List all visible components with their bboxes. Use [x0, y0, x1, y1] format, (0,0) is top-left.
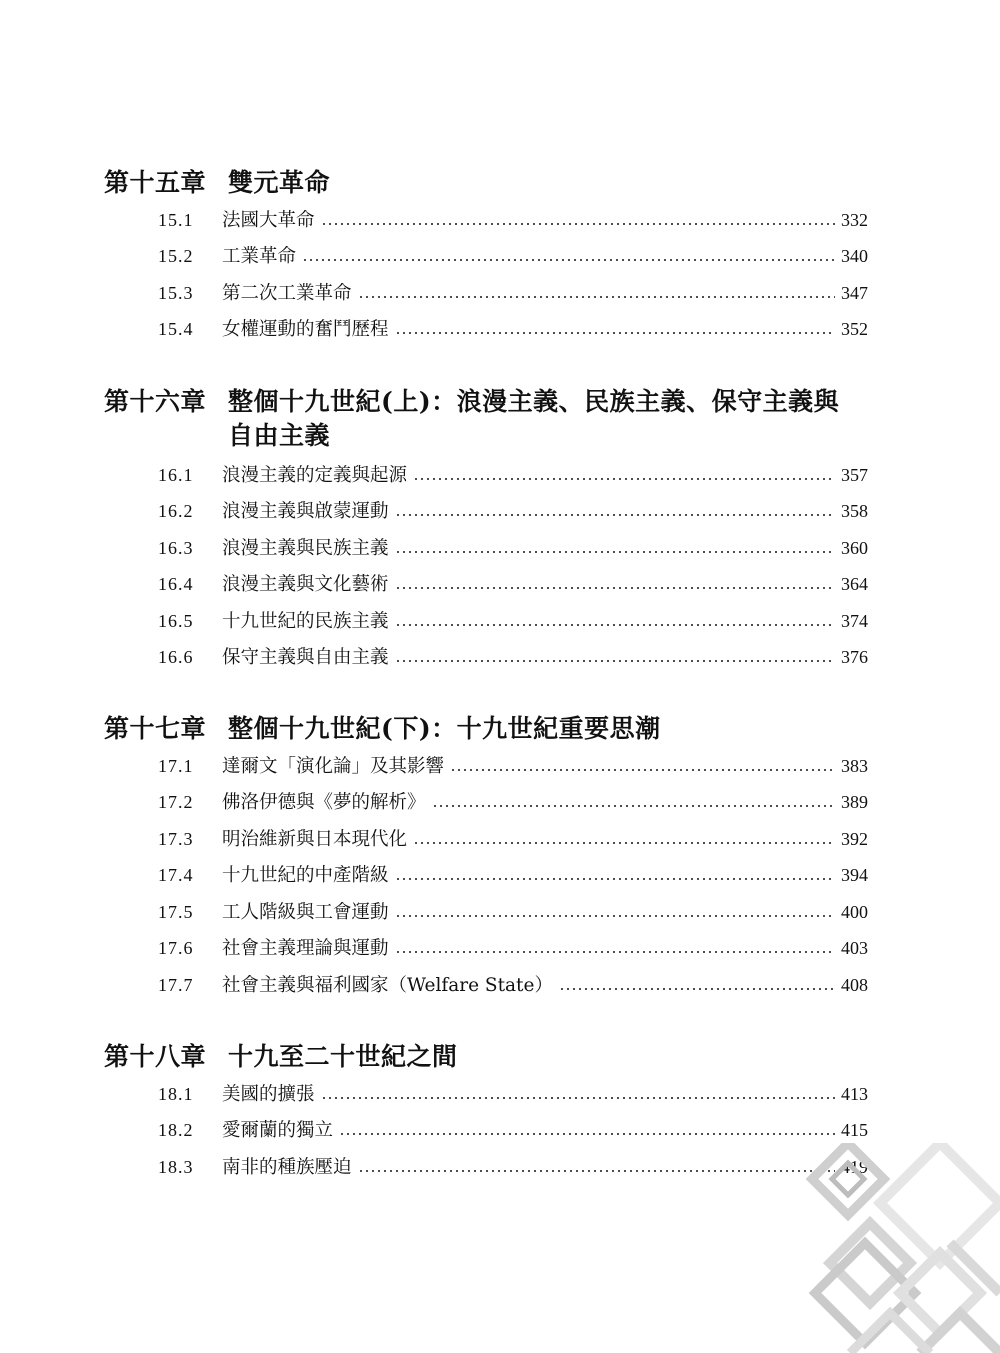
section-number: 16.1	[158, 465, 194, 485]
diamond-shape	[832, 1163, 864, 1195]
dot-leader	[358, 1168, 835, 1174]
dot-leader	[395, 585, 835, 591]
toc-entry[interactable]	[158, 314, 868, 344]
page-number: 389	[841, 792, 868, 812]
toc-entry[interactable]	[158, 824, 868, 854]
page-number: 347	[841, 283, 868, 303]
section-title: 保守主義與自由主義	[222, 647, 389, 668]
section-number: 17.2	[158, 792, 194, 812]
section-number: 18.3	[158, 1157, 194, 1177]
section-title: 浪漫主義與民族主義	[222, 538, 389, 559]
page-number: 364	[841, 574, 868, 594]
chapter-heading	[104, 385, 864, 453]
dot-leader	[432, 803, 835, 809]
toc-entry[interactable]	[158, 241, 868, 271]
section-title: 達爾文「演化論」及其影響	[222, 756, 445, 777]
page-number: 408	[841, 975, 868, 995]
toc-entry[interactable]	[158, 496, 868, 526]
section-title: 社會主義理論與運動	[222, 938, 389, 959]
chapter-number: 第十六章	[104, 387, 207, 416]
page-number: 392	[841, 829, 868, 849]
page-number: 413	[841, 1084, 868, 1104]
section-number: 16.4	[158, 574, 194, 594]
section-number: 15.2	[158, 246, 194, 266]
section-number: 16.6	[158, 647, 194, 667]
section-title: 社會主義與福利國家（Welfare State）	[222, 975, 553, 996]
toc-entry[interactable]	[158, 787, 868, 817]
section-number: 17.7	[158, 975, 194, 995]
section-title: 愛爾蘭的獨立	[222, 1120, 334, 1141]
toc-entry[interactable]	[158, 1152, 868, 1182]
page-number: 357	[841, 465, 868, 485]
dot-leader	[559, 986, 835, 992]
section-number: 17.3	[158, 829, 194, 849]
page-number: 360	[841, 538, 868, 558]
toc-entry[interactable]	[158, 569, 868, 599]
dot-leader	[339, 1131, 835, 1137]
section-title: 工人階級與工會運動	[222, 902, 389, 923]
chapter-title: 整個十九世紀(上)：浪漫主義、民族主義、保守主義與自由主義	[228, 387, 840, 450]
toc-entry[interactable]	[158, 897, 868, 927]
page-number: 332	[841, 210, 868, 230]
section-title: 法國大革命	[222, 210, 315, 231]
page-number: 376	[841, 647, 868, 667]
section-title: 女權運動的奮鬥歷程	[222, 319, 389, 340]
dot-leader	[395, 330, 835, 336]
section-number: 15.1	[158, 210, 194, 230]
dot-leader	[413, 476, 835, 482]
toc-entry[interactable]	[158, 860, 868, 890]
page-number: 358	[841, 501, 868, 521]
section-title: 浪漫主義與文化藝術	[222, 574, 389, 595]
dot-leader	[321, 221, 835, 227]
chapter-heading	[104, 1040, 864, 1074]
page-number: 383	[841, 756, 868, 776]
chapter-number: 第十八章	[104, 1042, 207, 1071]
diamond-pattern-decoration	[790, 1143, 1000, 1353]
page-number: 403	[841, 938, 868, 958]
toc-entry[interactable]	[158, 642, 868, 672]
section-title: 明治維新與日本現代化	[222, 829, 408, 850]
toc-entry[interactable]	[158, 533, 868, 563]
diamond-shape	[850, 1313, 930, 1353]
toc-entry[interactable]	[158, 1115, 868, 1145]
dot-leader	[321, 1095, 835, 1101]
page-number: 394	[841, 865, 868, 885]
chapter-heading	[104, 712, 864, 746]
section-title: 浪漫主義與啟蒙運動	[222, 501, 389, 522]
section-number: 16.2	[158, 501, 194, 521]
section-title: 浪漫主義的定義與起源	[222, 465, 408, 486]
dot-leader	[395, 913, 835, 919]
toc-entry[interactable]	[158, 460, 868, 490]
dot-leader	[395, 512, 835, 518]
toc-entry[interactable]	[158, 205, 868, 235]
section-number: 17.6	[158, 938, 194, 958]
chapter-heading	[104, 166, 864, 200]
toc-entry[interactable]	[158, 970, 868, 1000]
dot-leader	[395, 622, 835, 628]
section-number: 18.1	[158, 1084, 194, 1104]
chapter-number: 第十七章	[104, 714, 207, 743]
chapter-title: 雙元革命	[228, 168, 331, 197]
dot-leader	[395, 949, 835, 955]
section-number: 15.4	[158, 319, 194, 339]
section-number: 17.5	[158, 902, 194, 922]
chapter-title: 十九至二十世紀之間	[228, 1042, 458, 1071]
dot-leader	[395, 658, 835, 664]
section-number: 17.1	[158, 756, 194, 776]
page-number: 340	[841, 246, 868, 266]
section-title: 南非的種族壓迫	[222, 1157, 352, 1178]
diamond-shape	[812, 1143, 884, 1215]
dot-leader	[358, 294, 835, 300]
dot-leader	[302, 257, 835, 263]
dot-leader	[450, 767, 835, 773]
toc-entry[interactable]	[158, 933, 868, 963]
toc-entry[interactable]	[158, 1079, 868, 1109]
section-title: 十九世紀的中產階級	[222, 865, 389, 886]
section-number: 18.2	[158, 1120, 194, 1140]
dot-leader	[395, 549, 835, 555]
dot-leader	[395, 876, 835, 882]
section-title: 第二次工業革命	[222, 283, 352, 304]
toc-entry[interactable]	[158, 751, 868, 781]
chapter-title: 整個十九世紀(下)：十九世紀重要思潮	[228, 714, 661, 743]
section-title: 美國的擴張	[222, 1084, 315, 1105]
page-number: 400	[841, 902, 868, 922]
section-number: 17.4	[158, 865, 194, 885]
section-title: 佛洛伊德與《夢的解析》	[222, 792, 426, 813]
page-number: 352	[841, 319, 868, 339]
section-title: 工業革命	[222, 246, 297, 267]
section-number: 15.3	[158, 283, 194, 303]
page-number: 415	[841, 1120, 868, 1140]
toc-entry[interactable]	[158, 606, 868, 636]
chapter-number: 第十五章	[104, 168, 207, 197]
section-title: 十九世紀的民族主義	[222, 611, 389, 632]
page-number: 374	[841, 611, 868, 631]
dot-leader	[413, 840, 835, 846]
section-number: 16.3	[158, 538, 194, 558]
toc-entry[interactable]	[158, 278, 868, 308]
page-number: 419	[841, 1157, 868, 1177]
section-number: 16.5	[158, 611, 194, 631]
